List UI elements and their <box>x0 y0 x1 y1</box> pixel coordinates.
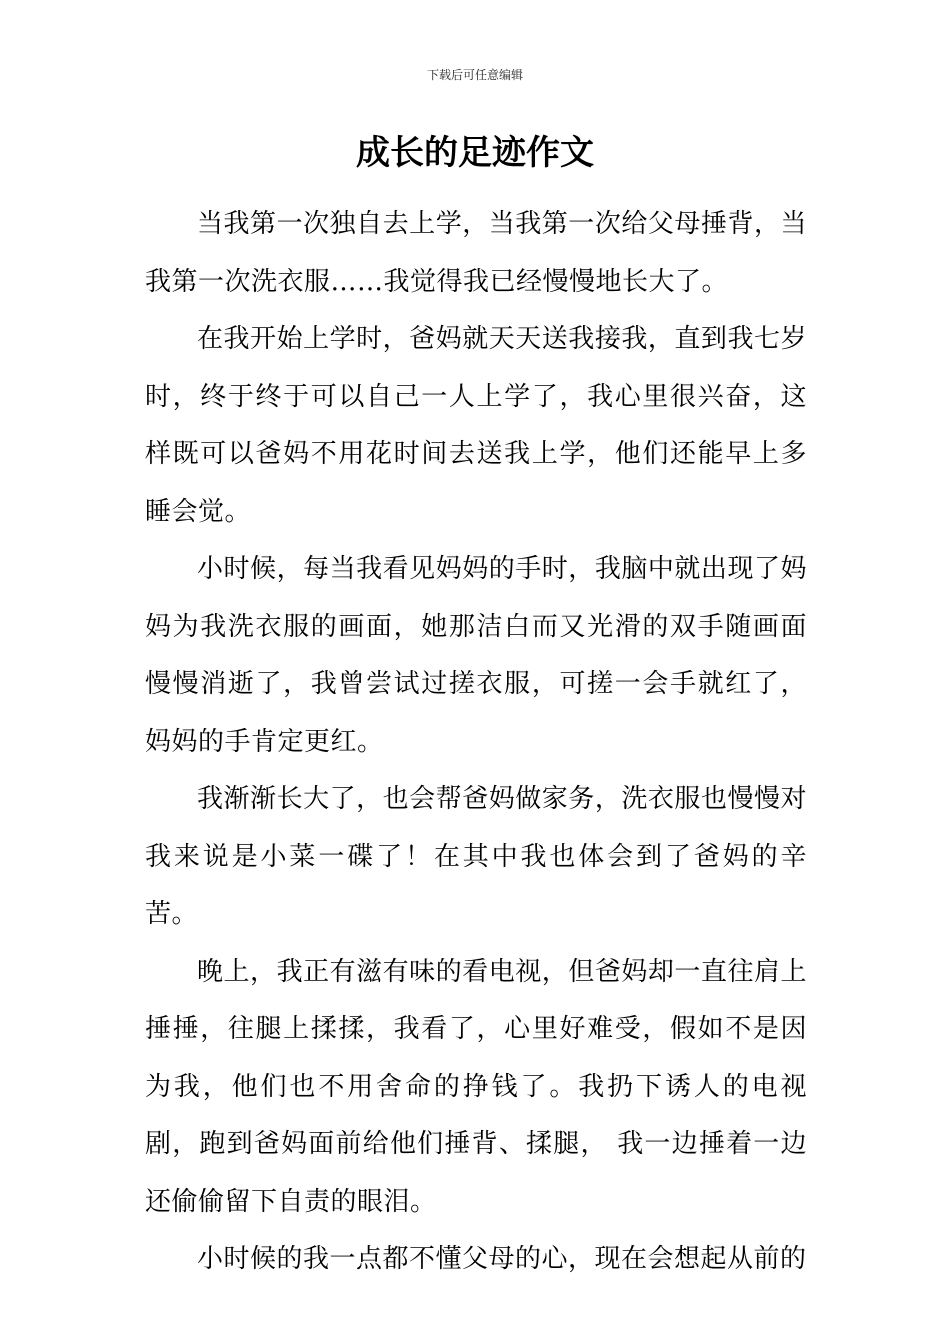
document-title: 成长的足迹作文 <box>356 133 594 173</box>
paragraph-3: 小时候，每当我看见妈妈的手时，我脑中就出现了妈妈为我洗衣服的画面，她那洁白而又光滑的双手随画面慢慢消逝了，我曾尝试过搓衣服，可搓一会手就红了，妈妈的手肯定更红。 <box>145 554 807 757</box>
paragraph-2: 在我开始上学时，爸妈就天天送我接我，直到我七岁时，终于终于可以自己一人上学了，我心里很兴奋，这样既可以爸妈不用花时间去送我上学，他们还能早上多睡会觉。 <box>145 324 807 527</box>
header-note: 下载后可任意编辑 <box>426 68 523 82</box>
paragraph-1: 当我第一次独自去上学，当我第一次给父母捶背，当我第一次洗衣服……我觉得我已经慢慢地长大了。 <box>145 209 807 297</box>
paragraph-4: 我渐渐长大了，也会帮爸妈做家务，洗衣服也慢慢对我来说是小菜一碟了！在其中我也体会到了爸妈的辛苦。 <box>145 784 807 929</box>
paragraph-5: 晚上，我正有滋有味的看电视，但爸妈却一直往肩上捶捶，往腿上揉揉，我看了，心里好难受，假如不是因为我，他们也不用舍命的挣钱了。我扔下诱人的电视剧，跑到爸妈面前给他们捶背、揉腿， 我一边捶着一边还偷偷留下自责的眼泪。 <box>145 956 807 1217</box>
article-body <box>145 196 807 1289</box>
paragraph-6: 小时候的我一点都不懂父母的心，现在会想起从前的 <box>197 1244 807 1274</box>
